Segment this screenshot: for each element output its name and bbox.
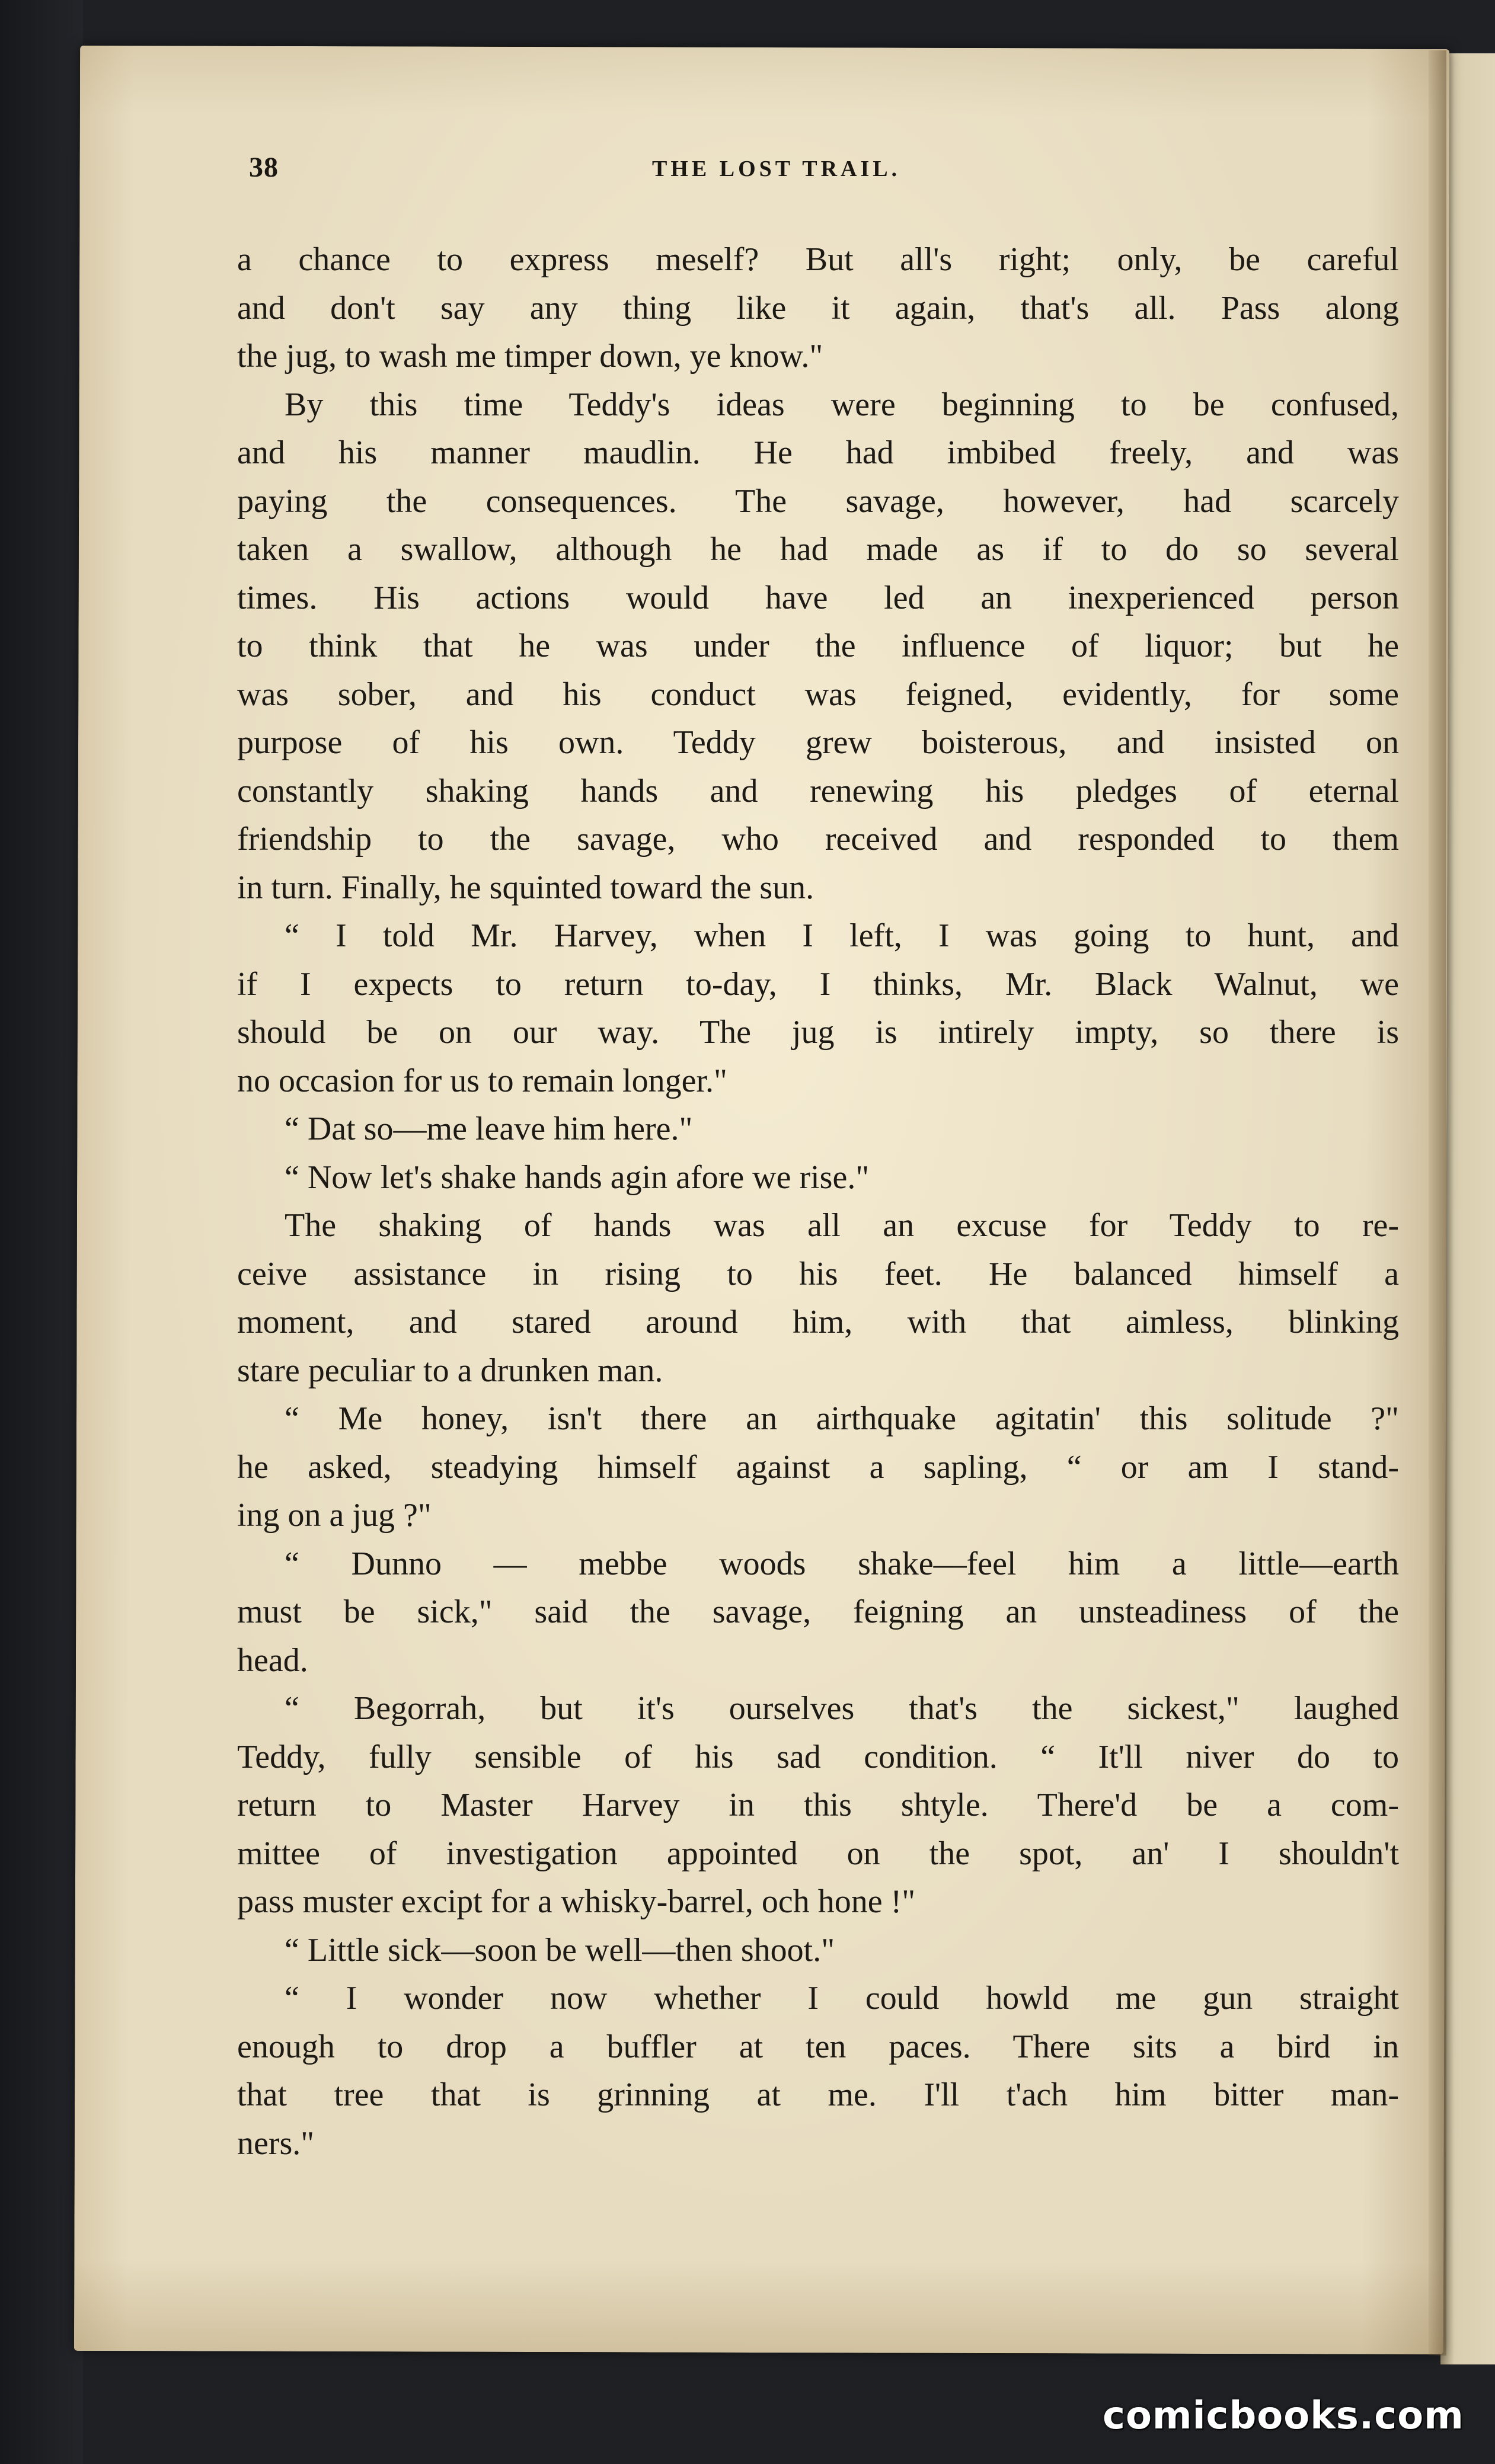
text-line: taken a swallow, although he had made as if to do so several	[237, 531, 1399, 568]
text-line: was sober, and his conduct was feigned, evidently, for some	[237, 676, 1399, 713]
text-line: should be on our way. The jug is intirely impty, so there is	[237, 1014, 1399, 1051]
text-line: return to Master Harvey in this shtyle. There'd be a com-	[237, 1787, 1399, 1823]
running-head: THE LOST TRAIL.	[652, 156, 901, 181]
page-number: 38	[249, 152, 279, 183]
text-line: times. His actions would have led an inexperienced person	[237, 579, 1399, 616]
text-line: “ Me honey, isn't there an airthquake agitatin' this solitude ?"	[285, 1400, 1399, 1437]
text-line: Teddy, fully sensible of his sad condition. “ It'll niver do to	[237, 1738, 1399, 1775]
text-line: friendship to the savage, who received and responded to them	[237, 821, 1399, 857]
text-line: “ Dunno — mebbe woods shake—feel him a little—earth	[285, 1545, 1399, 1582]
text-line: and don't say any thing like it again, that's all. Pass along	[237, 289, 1399, 327]
text-line: “ Dat so—me leave him here."	[285, 1111, 693, 1147]
text-line: ceive assistance in rising to his feet. He balanced himself a	[237, 1255, 1399, 1292]
watermark: comicbooks.com	[1103, 2394, 1464, 2438]
text-line: the jug, to wash me timper down, ye know."	[237, 338, 823, 375]
text-line: ing on a jug ?"	[237, 1497, 432, 1534]
text-line: pass muster excipt for a whisky-barrel, och hone !"	[237, 1883, 916, 1920]
text-line: moment, and stared around him, with that aimless, blinking	[237, 1304, 1399, 1340]
text-line: “ Little sick—soon be well—then shoot."	[285, 1931, 835, 1969]
text-line: By this time Teddy's ideas were beginning to be confused,	[285, 386, 1399, 423]
text-line: no occasion for us to remain longer."	[237, 1062, 727, 1099]
page-gutter-shadow	[1429, 50, 1446, 2356]
body-text	[237, 236, 1399, 2168]
text-line: enough to drop a buffler at ten paces. There sits a bird in	[237, 2028, 1399, 2065]
scan-background	[0, 0, 83, 2464]
text-line: “ Begorrah, but it's ourselves that's the sickest," laughed	[285, 1690, 1399, 1727]
text-line: to think that he was under the influence of liquor; but he	[237, 628, 1399, 664]
text-line: and his manner maudlin. He had imbibed freely, and was	[237, 434, 1399, 471]
text-line: ners."	[237, 2124, 315, 2162]
text-line: mittee of investigation appointed on the spot, an' I shouldn't	[237, 1835, 1399, 1872]
text-line: he asked, steadying himself against a sapling, “ or am I stand-	[237, 1448, 1399, 1486]
text-line: The shaking of hands was all an excuse for Teddy to re-	[285, 1207, 1399, 1244]
text-line: a chance to express meself? But all's right; only, be careful	[237, 241, 1399, 278]
text-line: if I expects to return to-day, I thinks, Mr. Black Walnut, we	[237, 965, 1399, 1003]
text-line: head.	[237, 1641, 308, 1679]
page-header	[249, 151, 1405, 199]
text-line: constantly shaking hands and renewing his pledges of eternal	[237, 772, 1399, 809]
text-line: purpose of his own. Teddy grew boisterous, and insisted on	[237, 724, 1399, 761]
text-line: that tree that is grinning at me. I'll t'ach him bitter man-	[237, 2076, 1399, 2113]
facing-page-edge	[1440, 53, 1495, 2364]
text-line: must be sick," said the savage, feigning an unsteadiness of the	[237, 1593, 1399, 1630]
text-line: “ Now let's shake hands agin afore we rise."	[285, 1159, 870, 1196]
text-line: paying the consequences. The savage, however, had scarcely	[237, 482, 1399, 520]
text-line: in turn. Finally, he squinted toward the sun.	[237, 869, 814, 906]
text-line: “ I wonder now whether I could howld me gun straight	[285, 1980, 1399, 2017]
text-line: stare peculiar to a drunken man.	[237, 1352, 663, 1389]
text-line: “ I told Mr. Harvey, when I left, I was going to hunt, and	[285, 917, 1399, 954]
